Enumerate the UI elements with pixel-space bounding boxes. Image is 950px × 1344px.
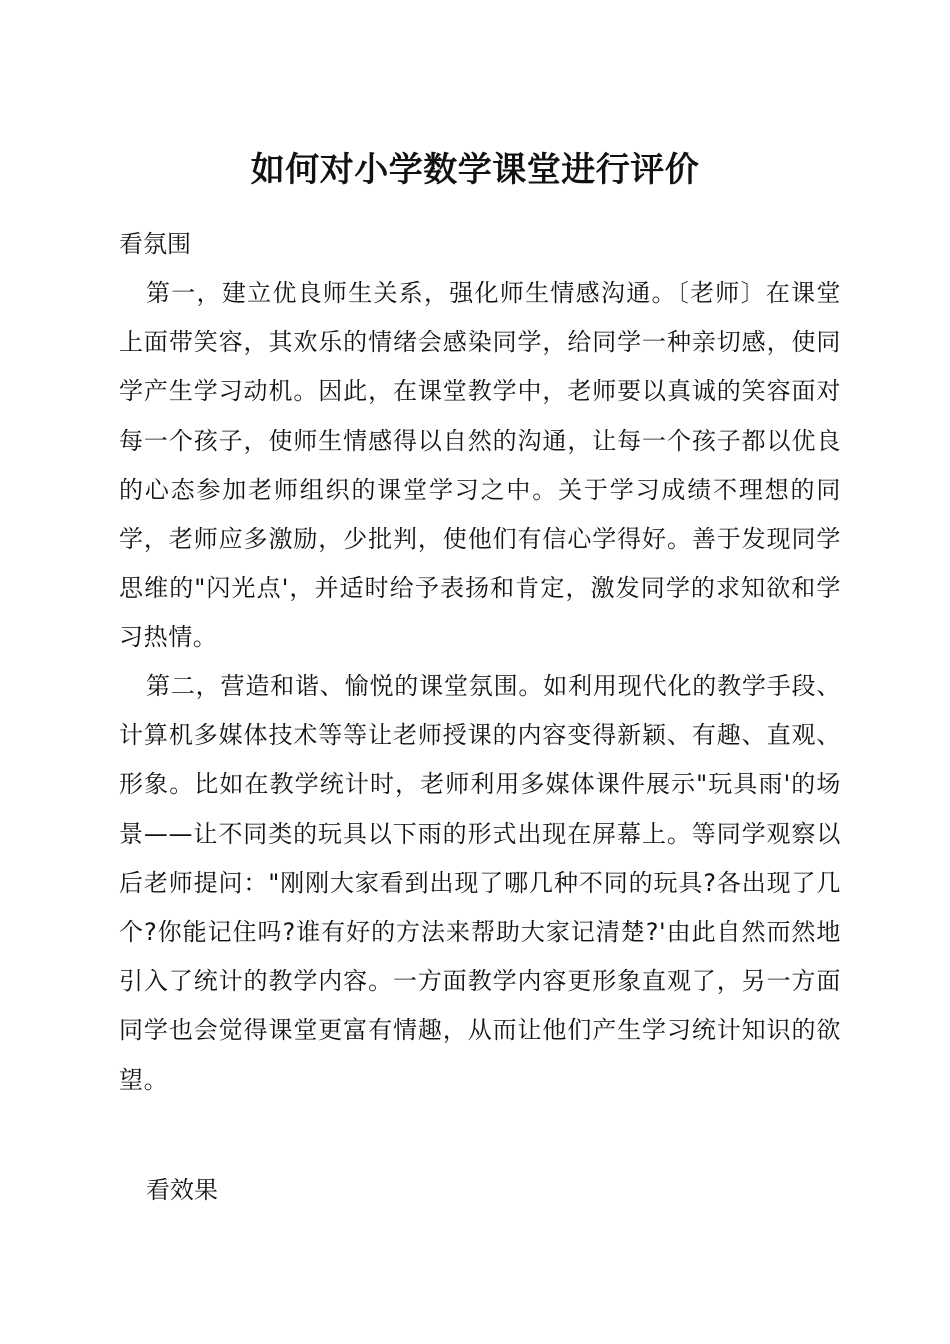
paragraph-classroom-atmosphere: 第二，营造和谐、愉悦的课堂氛围。如利用现代化的教学手段、计算机多媒体技术等等让老师授课的内容变得新颖、有趣、直观、形象。比如在教学统计时，老师利用多媒体课件展示"玩具雨'的场景——让不同类的玩具以下雨的形式出现在屏幕上。等同学观察以后老师提问："刚刚大家看到出现了哪几种不同的玩具?各出现了几个?你能记住吗?谁有好的方法来帮助大家记清楚?'由此自然而然地引入了统计的教学内容。一方面教学内容更形象直观了，另一方面同学也会觉得课堂更富有情趣，从而让他们产生学习统计知识的欲望。 [119,672,841,1094]
section-heading-atmosphere: 看氛围 [119,230,191,258]
section-heading-effect: 看效果 [146,1176,218,1204]
document-title: 如何对小学数学课堂进行评价 [250,150,700,190]
paragraph-teacher-student-relationship: 第一，建立优良师生关系，强化师生情感沟通。〔老师〕在课堂上面带笑容，其欢乐的情绪会感染同学，给同学一种亲切感，使同学产生学习动机。因此，在课堂教学中，老师要以真诚的笑容面对每一个孩子，使师生情感得以自然的沟通，让每一个孩子都以优良的心态参加老师组织的课堂学习之中。关于学习成绩不理想的同学，老师应多激励，少批判，使他们有信心学得好。善于发现同学思维的"闪光点'，并适时给予表扬和肯定，激发同学的求知欲和学习热情。 [119,279,841,652]
